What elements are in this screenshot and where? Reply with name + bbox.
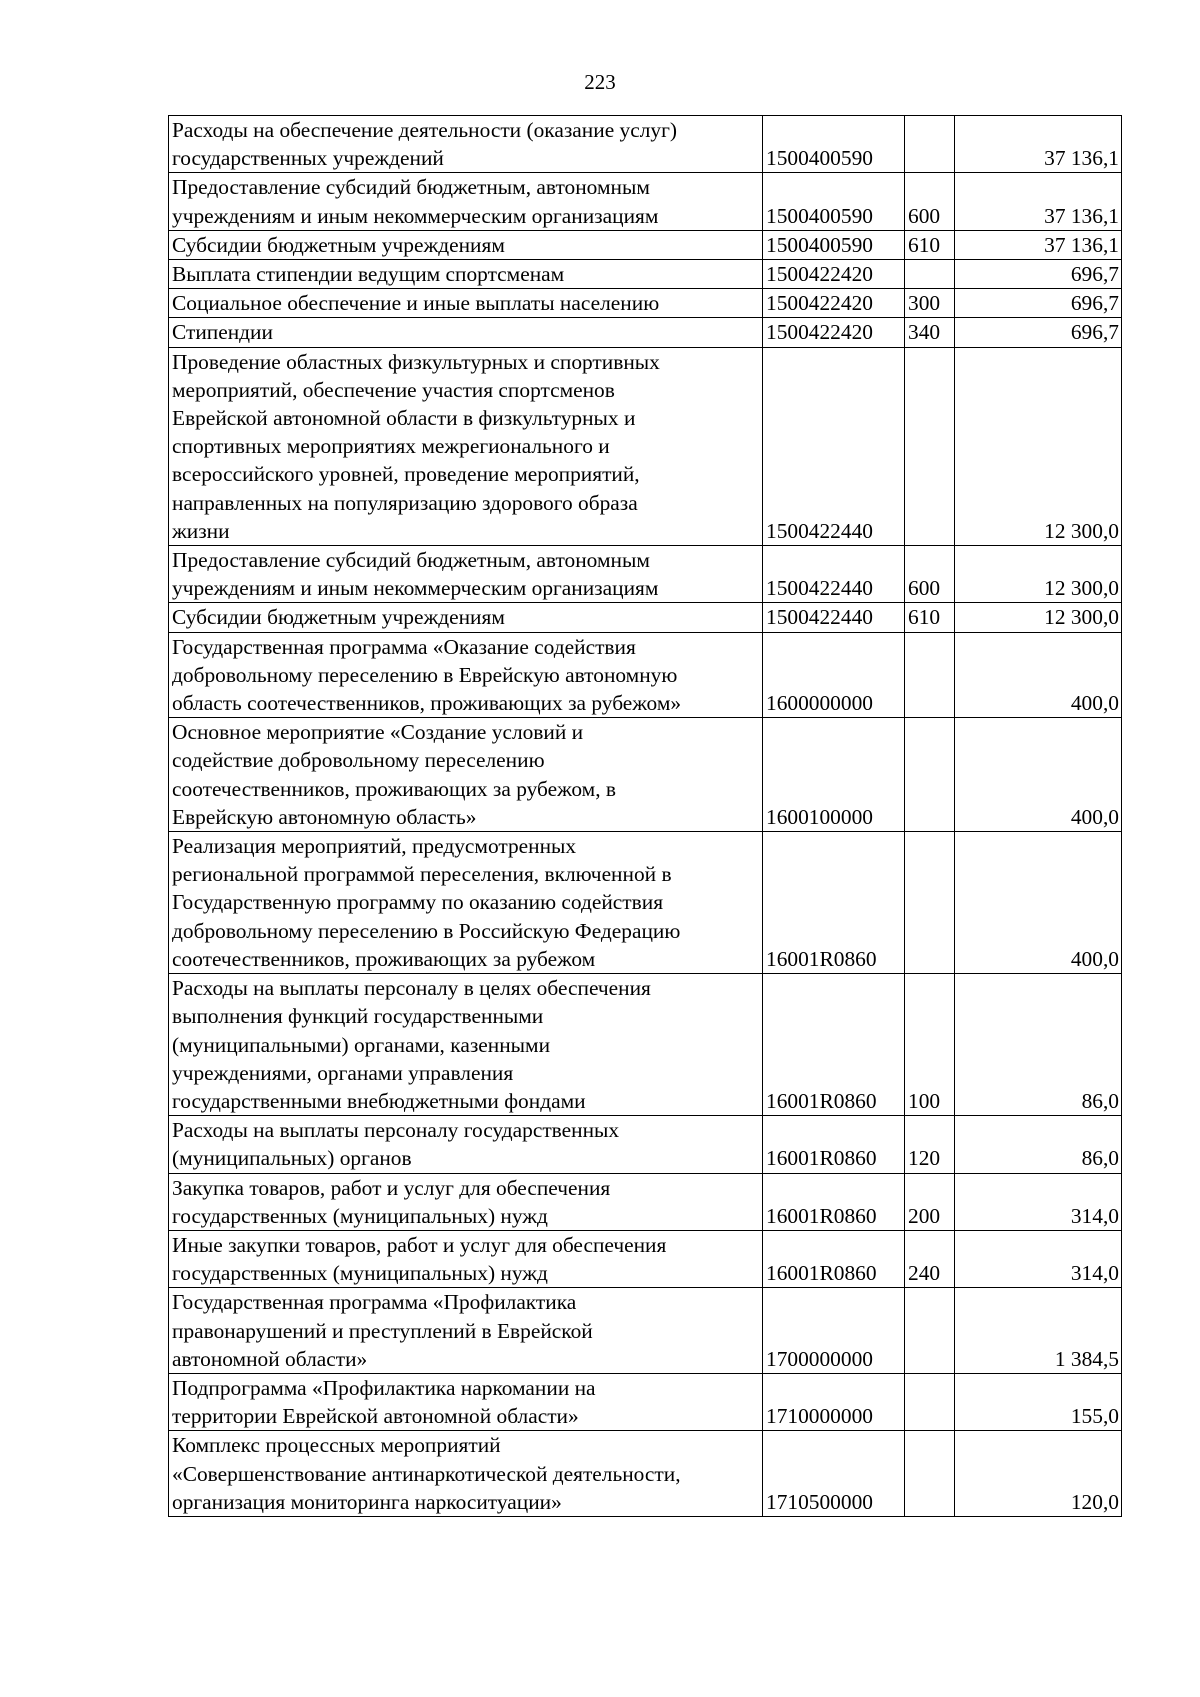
- amount-cell: 696,7: [955, 318, 1122, 347]
- expense-name-cell: [169, 116, 763, 173]
- target-article-cell: 1500422420: [763, 318, 905, 347]
- expense-name-line: Подпрограмма «Профилактика наркомании на: [172, 1375, 596, 1400]
- expense-name-line: региональной программой переселения, включенной в: [172, 862, 672, 887]
- table-row: [169, 1288, 1122, 1374]
- expense-name-line: Государственная программа «Профилактика: [172, 1290, 577, 1315]
- expense-name-cell: [169, 603, 763, 632]
- expense-type-cell: [905, 1288, 955, 1374]
- amount-cell: 400,0: [955, 718, 1122, 832]
- expense-name-line: Выплата стипендии ведущим спортсменам: [172, 262, 565, 287]
- expense-name-line: всероссийского уровней, проведение мероприятий,: [172, 462, 640, 487]
- amount-cell: 1 384,5: [955, 1288, 1122, 1374]
- expense-type-cell: 120: [905, 1116, 955, 1173]
- target-article-cell: 1500422440: [763, 347, 905, 545]
- target-article-cell: 1700000000: [763, 1288, 905, 1374]
- target-article-cell: 16001R0860: [763, 1230, 905, 1287]
- target-article-cell: 1500422440: [763, 546, 905, 603]
- expense-name-cell: [169, 173, 763, 230]
- expense-name-cell: [169, 1288, 763, 1374]
- amount-cell: 400,0: [955, 632, 1122, 718]
- expense-type-cell: [905, 347, 955, 545]
- expense-name-line: Еврейскую автономную область»: [172, 804, 477, 829]
- expense-type-cell: [905, 1373, 955, 1430]
- table-row: [169, 347, 1122, 545]
- expense-name-line: Субсидии бюджетным учреждениям: [172, 605, 505, 630]
- table-row: [169, 230, 1122, 259]
- table-row: [169, 832, 1122, 974]
- amount-cell: 37 136,1: [955, 173, 1122, 230]
- expense-name-cell: [169, 832, 763, 974]
- expense-name-line: государственных (муниципальных) нужд: [172, 1203, 548, 1228]
- expense-name-line: Стипендии: [172, 320, 273, 345]
- table-row: [169, 546, 1122, 603]
- expense-name-cell: [169, 1431, 763, 1517]
- expense-name-line: (муниципальными) органами, казенными: [172, 1032, 551, 1057]
- amount-cell: 12 300,0: [955, 603, 1122, 632]
- expense-type-cell: 200: [905, 1173, 955, 1230]
- expense-type-cell: 610: [905, 230, 955, 259]
- expense-name-line: (муниципальных) органов: [172, 1146, 412, 1171]
- expense-name-line: добровольному переселению в Российскую Федерацию: [172, 918, 681, 943]
- expense-name-line: Закупка товаров, работ и услуг для обеспечения: [172, 1175, 611, 1200]
- target-article-cell: 1600000000: [763, 632, 905, 718]
- expense-name-line: Расходы на выплаты персоналу государственных: [172, 1118, 620, 1143]
- expense-name-cell: [169, 260, 763, 289]
- expense-name-line: Комплекс процессных мероприятий: [172, 1433, 501, 1458]
- expense-name-line: Расходы на обеспечение деятельности (оказание услуг): [172, 118, 677, 142]
- table-row: [169, 632, 1122, 718]
- expense-name-line: добровольному переселению в Еврейскую автономную: [172, 662, 678, 687]
- expense-name-line: Предоставление субсидий бюджетным, автономным: [172, 175, 650, 200]
- budget-table-body: [169, 116, 1122, 1517]
- expense-name-cell: [169, 347, 763, 545]
- amount-cell: 86,0: [955, 974, 1122, 1116]
- expense-name-line: «Совершенствование антинаркотической деятельности,: [172, 1461, 681, 1486]
- target-article-cell: 1500400590: [763, 116, 905, 173]
- expense-name-line: Иные закупки товаров, работ и услуг для обеспечения: [172, 1232, 667, 1257]
- expense-name-line: область соотечественников, проживающих за рубежом»: [172, 691, 682, 716]
- expense-name-line: жизни: [172, 518, 230, 543]
- table-row: [169, 1373, 1122, 1430]
- expense-name-cell: [169, 230, 763, 259]
- expense-name-cell: [169, 546, 763, 603]
- amount-cell: 400,0: [955, 832, 1122, 974]
- expense-type-cell: [905, 116, 955, 173]
- table-row: [169, 974, 1122, 1116]
- expense-type-cell: [905, 632, 955, 718]
- expense-name-line: государственных (муниципальных) нужд: [172, 1261, 548, 1286]
- target-article-cell: 16001R0860: [763, 1116, 905, 1173]
- table-row: [169, 718, 1122, 832]
- amount-cell: 696,7: [955, 289, 1122, 318]
- expense-type-cell: 240: [905, 1230, 955, 1287]
- expense-type-cell: 100: [905, 974, 955, 1116]
- amount-cell: 12 300,0: [955, 546, 1122, 603]
- amount-cell: 314,0: [955, 1230, 1122, 1287]
- expense-name-line: Проведение областных физкультурных и спортивных: [172, 349, 660, 374]
- amount-cell: 155,0: [955, 1373, 1122, 1430]
- table-row: [169, 116, 1122, 173]
- amount-cell: 314,0: [955, 1173, 1122, 1230]
- amount-cell: 12 300,0: [955, 347, 1122, 545]
- table-row: [169, 603, 1122, 632]
- expense-name-cell: [169, 1373, 763, 1430]
- expense-name-cell: [169, 318, 763, 347]
- expense-name-line: территории Еврейской автономной области»: [172, 1404, 579, 1429]
- expense-name-line: Еврейской автономной области в физкультурных и: [172, 406, 636, 431]
- target-article-cell: 16001R0860: [763, 832, 905, 974]
- expense-name-line: Расходы на выплаты персоналу в целях обеспечения: [172, 976, 651, 1001]
- table-row: [169, 1431, 1122, 1517]
- expense-type-cell: 300: [905, 289, 955, 318]
- expense-type-cell: 600: [905, 173, 955, 230]
- expense-name-line: соотечественников, проживающих за рубежом, в: [172, 776, 617, 801]
- expense-name-line: автономной области»: [172, 1346, 368, 1371]
- expense-name-line: учреждениями, органами управления: [172, 1060, 514, 1085]
- amount-cell: 37 136,1: [955, 116, 1122, 173]
- expense-name-line: выполнения функций государственными: [172, 1004, 544, 1029]
- expense-name-cell: [169, 718, 763, 832]
- expense-type-cell: 340: [905, 318, 955, 347]
- expense-name-line: Государственную программу по оказанию содействия: [172, 890, 664, 915]
- target-article-cell: 16001R0860: [763, 974, 905, 1116]
- expense-name-line: Основное мероприятие «Создание условий и: [172, 720, 584, 745]
- target-article-cell: 1500422420: [763, 289, 905, 318]
- table-row: [169, 318, 1122, 347]
- budget-table: [168, 115, 1122, 1517]
- table-row: [169, 1173, 1122, 1230]
- amount-cell: 120,0: [955, 1431, 1122, 1517]
- amount-cell: 696,7: [955, 260, 1122, 289]
- target-article-cell: 1500400590: [763, 173, 905, 230]
- expense-name-line: содействие добровольному переселению: [172, 748, 545, 773]
- expense-name-line: учреждениям и иным некоммерческим организациям: [172, 203, 659, 228]
- expense-name-line: мероприятий, обеспечение участия спортсменов: [172, 377, 615, 402]
- expense-name-line: спортивных мероприятиях межрегионального и: [172, 434, 610, 459]
- expense-name-line: соотечественников, проживающих за рубежом: [172, 946, 596, 971]
- amount-cell: 86,0: [955, 1116, 1122, 1173]
- expense-type-cell: 610: [905, 603, 955, 632]
- expense-name-line: государственных учреждений: [172, 146, 444, 171]
- expense-name-line: Субсидии бюджетным учреждениям: [172, 232, 505, 257]
- expense-type-cell: [905, 1431, 955, 1517]
- expense-name-cell: [169, 289, 763, 318]
- table-row: [169, 289, 1122, 318]
- expense-name-line: учреждениям и иным некоммерческим организациям: [172, 576, 659, 601]
- target-article-cell: 1500400590: [763, 230, 905, 259]
- expense-type-cell: [905, 718, 955, 832]
- expense-name-cell: [169, 632, 763, 718]
- target-article-cell: 16001R0860: [763, 1173, 905, 1230]
- target-article-cell: 1500422420: [763, 260, 905, 289]
- target-article-cell: 1500422440: [763, 603, 905, 632]
- target-article-cell: 1600100000: [763, 718, 905, 832]
- target-article-cell: 1710000000: [763, 1373, 905, 1430]
- amount-cell: 37 136,1: [955, 230, 1122, 259]
- table-row: [169, 1116, 1122, 1173]
- expense-type-cell: 600: [905, 546, 955, 603]
- page-number: 223: [584, 70, 616, 94]
- expense-name-cell: [169, 974, 763, 1116]
- expense-name-cell: [169, 1230, 763, 1287]
- expense-name-line: Социальное обеспечение и иные выплаты населению: [172, 291, 660, 316]
- target-article-cell: 1710500000: [763, 1431, 905, 1517]
- expense-name-line: направленных на популяризацию здорового образа: [172, 490, 638, 515]
- table-row: [169, 260, 1122, 289]
- expense-name-line: Реализация мероприятий, предусмотренных: [172, 834, 577, 859]
- table-row: [169, 1230, 1122, 1287]
- expense-name-cell: [169, 1116, 763, 1173]
- expense-name-line: организация мониторинга наркоситуации»: [172, 1489, 562, 1514]
- table-row: [169, 173, 1122, 230]
- expense-name-line: государственными внебюджетными фондами: [172, 1088, 586, 1113]
- expense-type-cell: [905, 260, 955, 289]
- expense-name-line: Государственная программа «Оказание содействия: [172, 634, 636, 659]
- expense-type-cell: [905, 832, 955, 974]
- expense-name-line: Предоставление субсидий бюджетным, автономным: [172, 548, 650, 573]
- expense-name-line: правонарушений и преступлений в Еврейской: [172, 1318, 593, 1343]
- expense-name-cell: [169, 1173, 763, 1230]
